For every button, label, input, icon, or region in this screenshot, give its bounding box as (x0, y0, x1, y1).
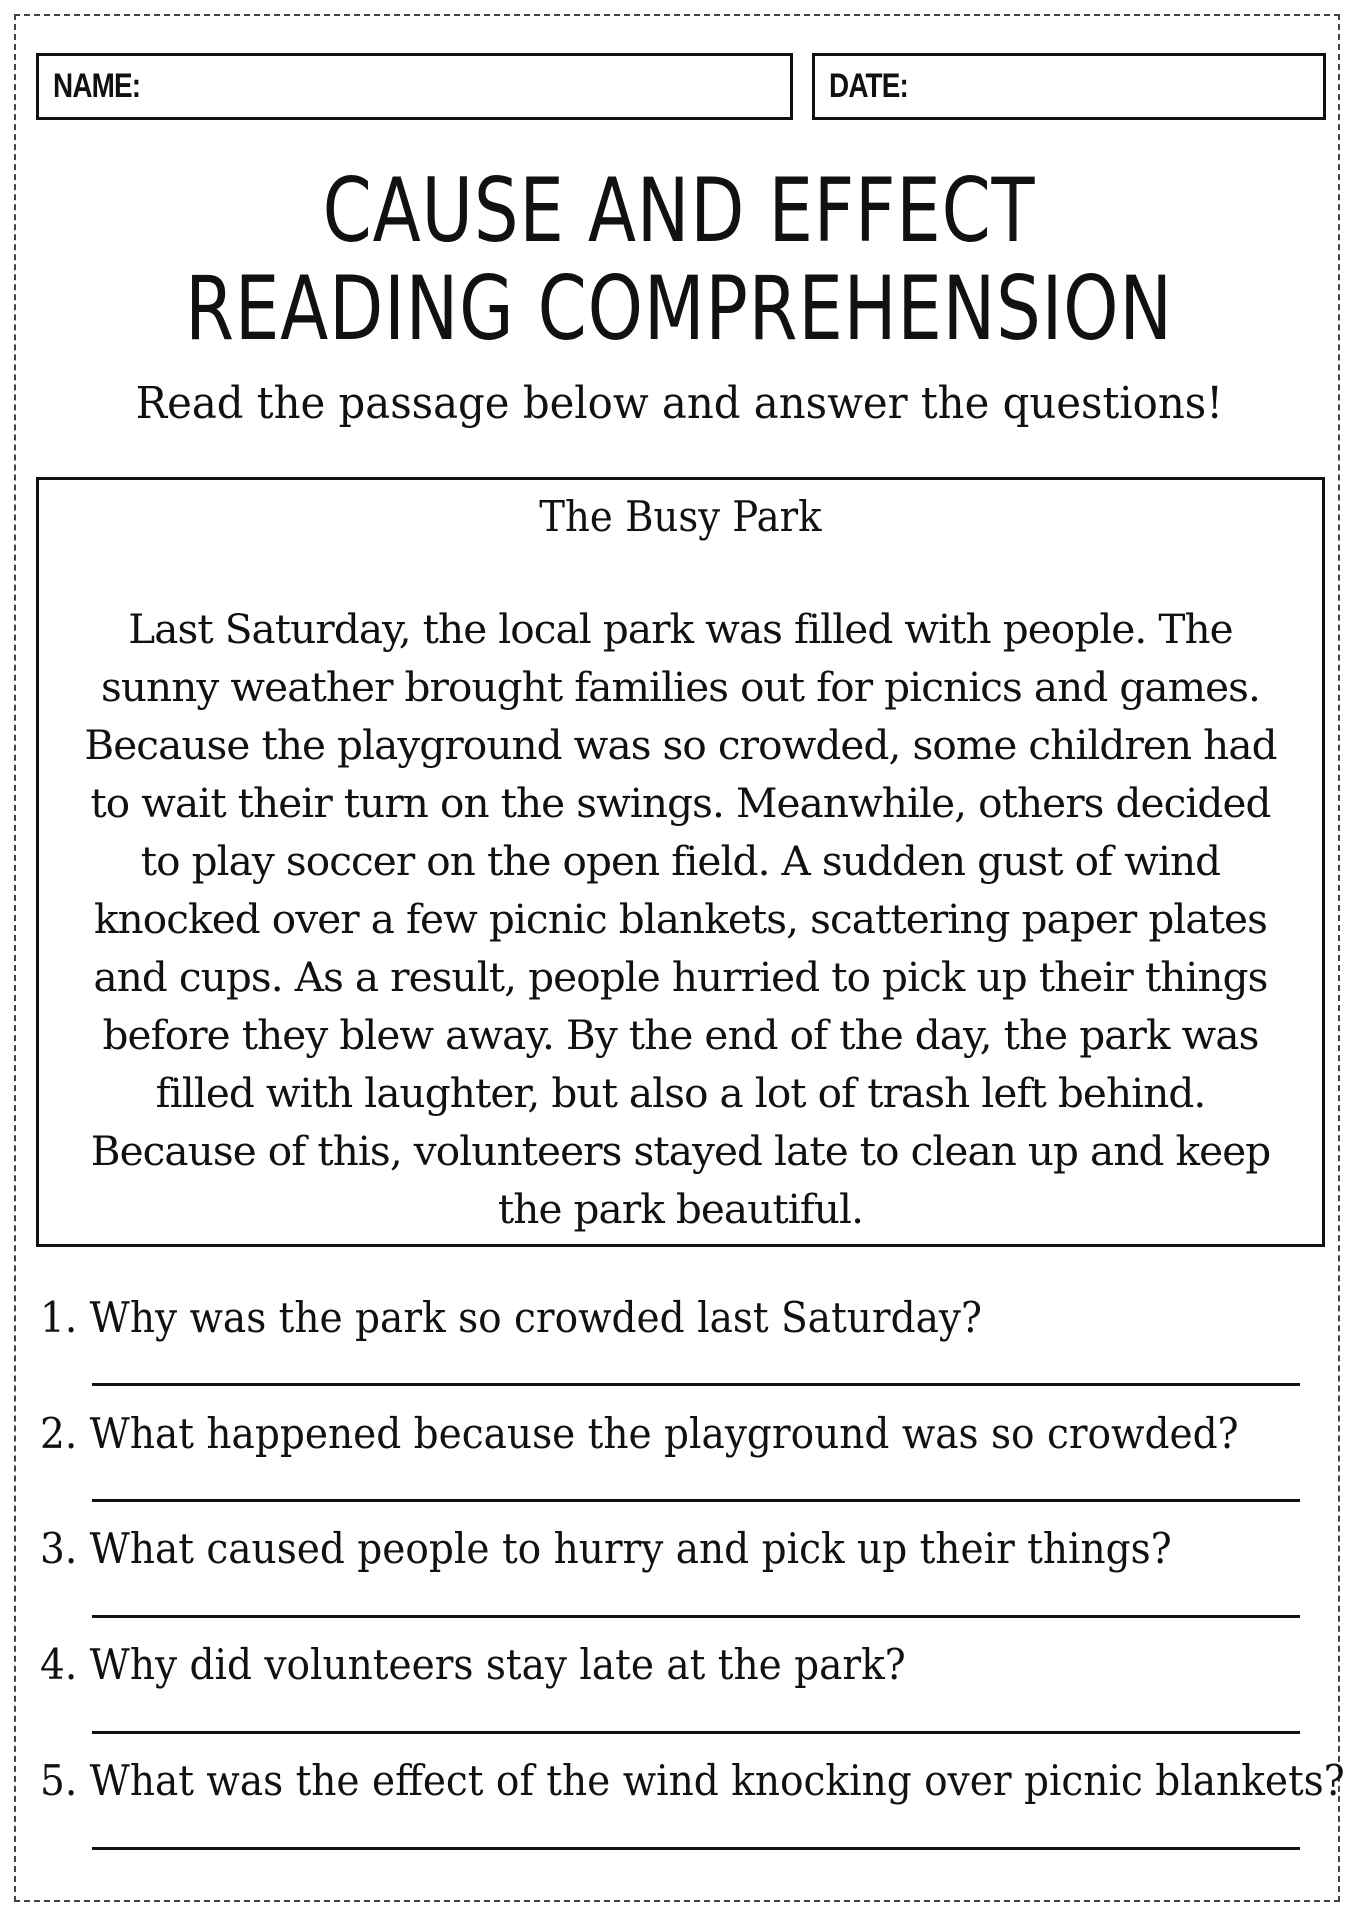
answer-line-4[interactable] (92, 1731, 1300, 1734)
instructions (0, 374, 1358, 434)
page-title (0, 159, 1358, 360)
passage-body: Last Saturday, the local park was filled with people. The sunny weather brought families out for picnics and games. Because the playground was so crowded, some children had to wait their turn on the swings. Meanwhile, others decided to play soccer on the open field. A sudden gust of wind knocked over a few picnic blankets, scattering paper plates and cups. As a result, people hurried to pick up their things before they blew away. By the end of the day, the park was filled with laughter, but also a lot of trash left behind. Because of this, volunteers stayed late to clean up and keep the park beautiful. (84, 605, 1277, 1233)
title-line-1: CAUSE AND EFFECT (322, 159, 1036, 262)
passage-title-text: The Busy Park (539, 492, 822, 541)
answer-line-1[interactable] (92, 1383, 1300, 1386)
answer-line-3[interactable] (92, 1615, 1300, 1618)
question-5-text: 5. What was the effect of the wind knocking over picnic blankets? (40, 1756, 1345, 1805)
question-4 (40, 1637, 1330, 1693)
question-5 (40, 1753, 1345, 1809)
answer-line-5[interactable] (92, 1847, 1300, 1850)
title-line-2: READING COMPREHENSION (185, 257, 1173, 360)
passage-title (69, 488, 1292, 546)
question-3-text: 3. What caused people to hurry and pick up their things? (40, 1524, 1172, 1573)
question-1-text: 1. Why was the park so crowded last Saturday? (40, 1293, 982, 1342)
passage-box (36, 477, 1325, 1247)
date-label: DATE: (829, 67, 909, 105)
question-2-text: 2. What happened because the playground was so crowded? (40, 1409, 1239, 1458)
question-1 (40, 1290, 1330, 1346)
question-2 (40, 1406, 1330, 1462)
name-field[interactable] (36, 53, 793, 120)
name-label: NAME: (53, 67, 141, 105)
date-field[interactable] (812, 53, 1326, 120)
answer-line-2[interactable] (92, 1499, 1300, 1502)
question-3 (40, 1521, 1330, 1577)
question-4-text: 4. Why did volunteers stay late at the park? (40, 1640, 906, 1689)
instructions-text: Read the passage below and answer the questions! (135, 378, 1223, 429)
